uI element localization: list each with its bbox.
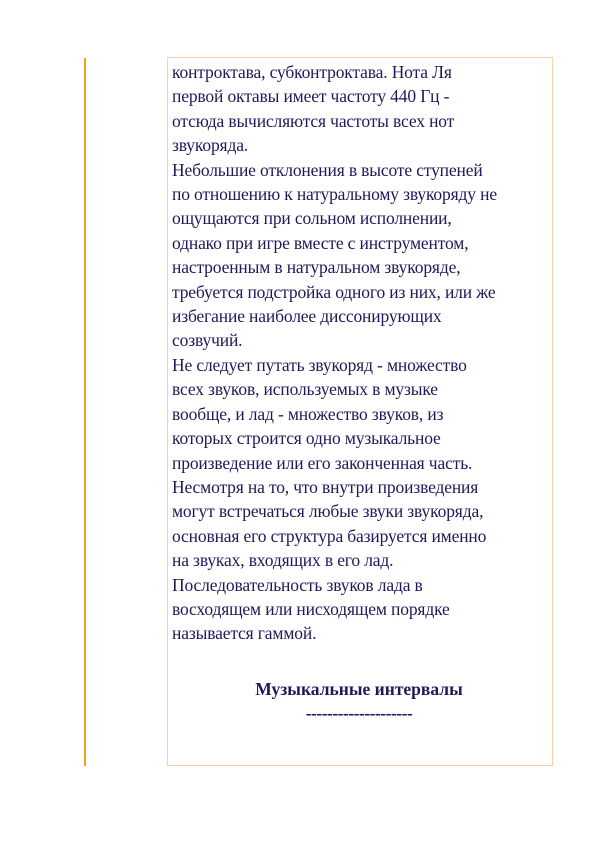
section-heading: Музыкальные интервалы <box>255 679 463 699</box>
text-line: Несмотря на то, что внутри произведения <box>172 476 479 497</box>
text-line: Небольшие отклонения в высоте ступеней <box>172 159 483 180</box>
text-line: звукоряда. <box>172 135 249 156</box>
text-line: Последовательность звуков лада в <box>172 574 423 595</box>
body-text <box>172 60 552 646</box>
text-line: которых строится одно музыкальное <box>172 428 441 449</box>
text-line: на звуках, входящих в его лад. <box>172 550 394 571</box>
text-line: первой октавы имеет частоту 440 Гц - <box>172 86 450 107</box>
text-line: по отношению к натуральному звукоряду не <box>172 184 497 205</box>
text-line: избегание наиболее диссонирующих <box>172 306 442 327</box>
text-line: вообще, и лад - множество звуков, из <box>172 403 444 424</box>
text-line: произведение или его законченная часть. <box>172 452 473 473</box>
text-line: могут встречаться любые звуки звукоряда, <box>172 501 484 522</box>
text-line: однако при игре вместе с инструментом, <box>172 232 469 253</box>
text-line: требуется подстройка одного из них, или же <box>172 281 496 302</box>
text-line: ощущаются при сольном исполнении, <box>172 208 452 229</box>
text-line: основная его структура базируется именно <box>172 525 487 546</box>
left-margin-rule <box>84 58 86 766</box>
text-line: отсюда вычисляются частоты всех нот <box>172 110 455 131</box>
text-line: восходящем или нисходящем порядке <box>172 598 450 619</box>
text-line: созвучий. <box>172 330 243 351</box>
text-line: Не следует путать звукоряд - множество <box>172 354 467 375</box>
text-line: называется гаммой. <box>172 623 317 644</box>
heading-separator: -------------------- <box>305 703 413 723</box>
text-line: всех звуков, используемых в музыке <box>172 379 438 400</box>
text-line: контроктава, субконтроктава. Нота Ля <box>172 62 452 82</box>
text-line: настроенным в натуральном звукоряде, <box>172 257 461 278</box>
